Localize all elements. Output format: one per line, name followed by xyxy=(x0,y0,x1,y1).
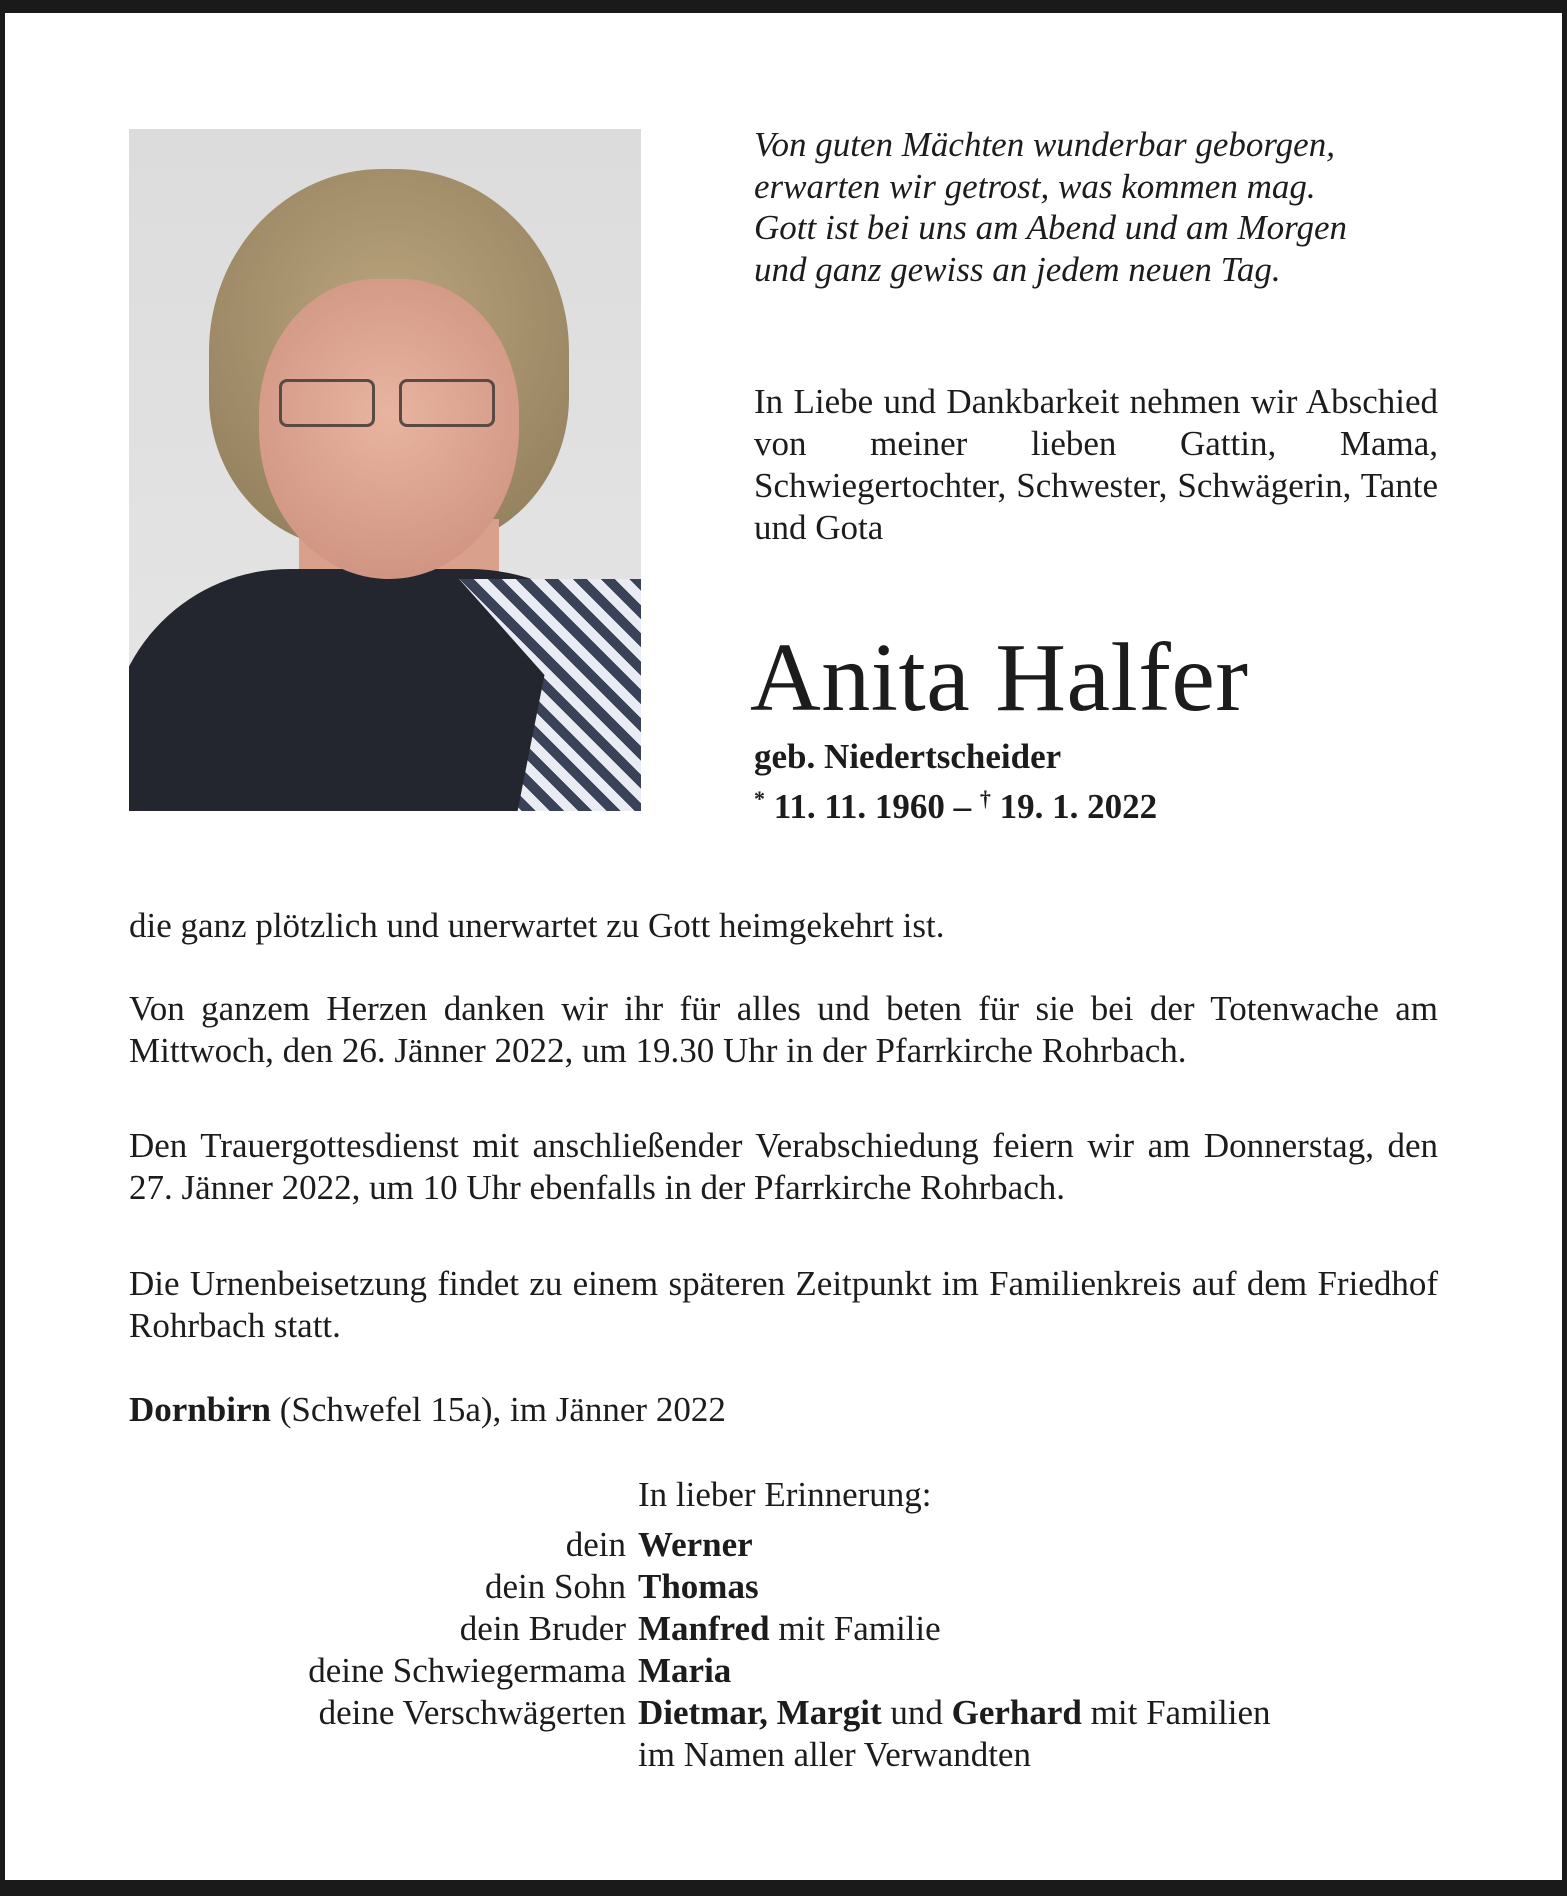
signer-relation: dein xyxy=(565,1525,626,1564)
signers-closing: im Namen aller Verwandten xyxy=(638,1735,1031,1774)
signer-row xyxy=(129,1692,1271,1734)
quote-line: Von guten Mächten wunderbar geborgen, xyxy=(754,125,1335,164)
signer-relation: dein Sohn xyxy=(485,1567,626,1606)
signer-rest: mit Familie xyxy=(769,1609,941,1648)
body-paragraph: Die Urnenbeisetzung findet zu einem späteren Zeitpunkt im Familienkreis auf dem Friedhof Rohrbach statt. xyxy=(129,1264,1438,1345)
body-paragraph: Von ganzem Herzen danken wir ihr für alles und beten für sie bei der Totenwache am Mittwoch, den 26. Jänner 2022, um 19.30 Uhr in der Pfarrkirche Rohrbach. xyxy=(129,989,1438,1070)
birth-symbol: * xyxy=(754,786,765,811)
death-symbol: † xyxy=(979,786,991,811)
signer-relation: deine Verschwägerten xyxy=(318,1693,626,1732)
signers xyxy=(129,1474,1271,1776)
signer-name: Gerhard xyxy=(951,1693,1082,1732)
portrait-photo xyxy=(129,129,641,811)
place-rest: (Schwefel 15a), im Jänner 2022 xyxy=(270,1390,726,1429)
signer-rest: mit Familien xyxy=(1081,1693,1271,1732)
body-paragraph: Den Trauergottesdienst mit anschließender Verabschiedung feiern wir am Donnerstag, den 27. Jänner 2022, um 10 Uhr ebenfalls in der Pfarrkirche Rohrbach. xyxy=(129,1126,1438,1207)
obituary-notice xyxy=(5,13,1562,1880)
signer-name: Thomas xyxy=(638,1567,759,1606)
quote-line: Gott ist bei uns am Abend und am Morgen xyxy=(754,208,1348,247)
signer-row xyxy=(129,1524,1271,1566)
quote-line: und ganz gewiss an jedem neuen Tag. xyxy=(754,249,1281,289)
date-separator: – xyxy=(944,787,980,826)
place-date xyxy=(129,1389,1438,1431)
signer-name: Dietmar, Margit xyxy=(638,1693,882,1732)
quote-line: erwarten wir getrost, was kommen mag. xyxy=(754,166,1316,206)
place-bold: Dornbirn xyxy=(129,1390,271,1429)
signer-relation: deine Schwiegermama xyxy=(308,1651,626,1690)
signer-rest: und xyxy=(881,1693,952,1732)
signer-name: Maria xyxy=(638,1651,732,1690)
death-date: 19. 1. 2022 xyxy=(999,787,1158,826)
signer-relation: dein Bruder xyxy=(459,1609,626,1648)
signer-row xyxy=(129,1650,1271,1692)
life-dates xyxy=(754,778,1157,828)
poem-quote xyxy=(754,124,1454,290)
body-paragraph: die ganz plötzlich und unerwartet zu Gott heimgekehrt ist. xyxy=(129,906,945,945)
signer-name: Manfred xyxy=(638,1609,770,1648)
signers-heading: In lieber Erinnerung: xyxy=(638,1475,932,1514)
deceased-name: Anita Halfer xyxy=(750,624,1249,732)
signer-row xyxy=(129,1566,1271,1608)
signer-row xyxy=(129,1608,1271,1650)
intro-text: In Liebe und Dankbarkeit nehmen wir Abschied von meiner lieben Gattin, Mama, Schwiegertochter, Schwester, Schwägerin, Tante und Gota xyxy=(754,382,1438,547)
maiden-name: geb. Niedertscheider xyxy=(754,737,1062,776)
signer-name: Werner xyxy=(638,1525,753,1564)
birth-date: 11. 11. 1960 xyxy=(773,787,945,826)
